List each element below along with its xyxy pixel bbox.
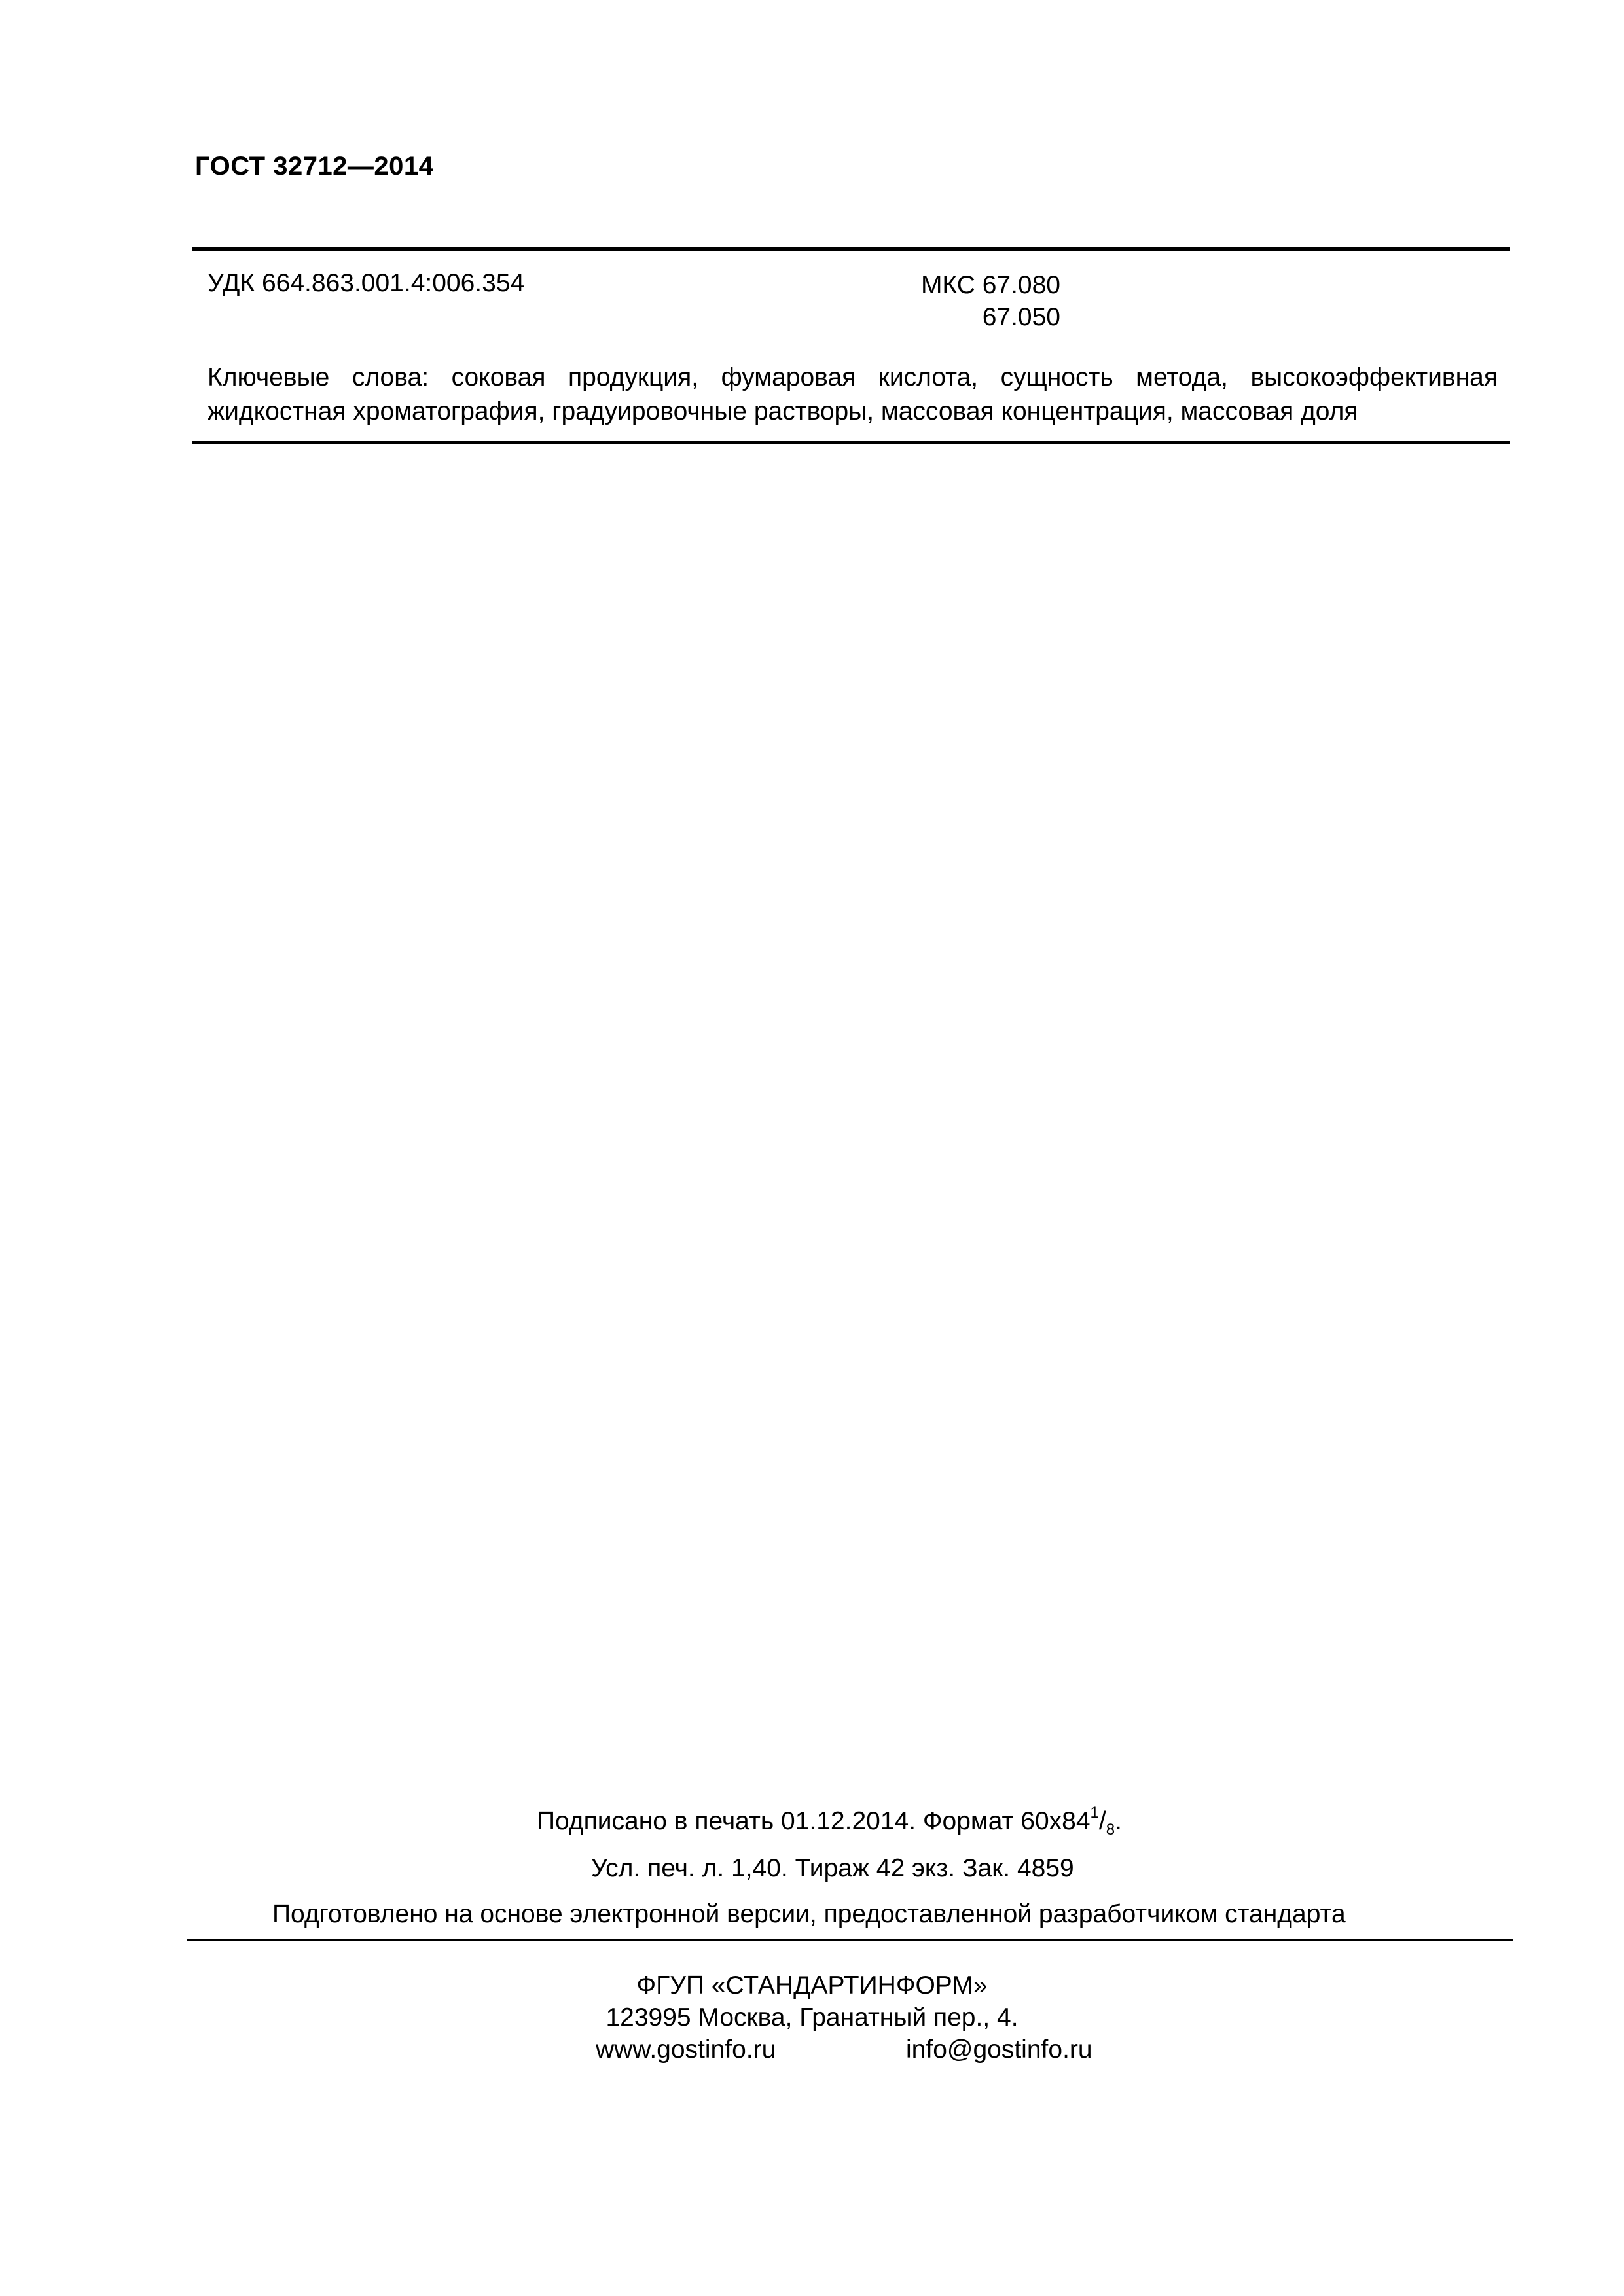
keywords-divider bbox=[192, 441, 1510, 444]
keywords-block bbox=[208, 361, 1498, 429]
udk-code: УДК 664.863.001.4:006.354 bbox=[208, 269, 525, 297]
format-fraction-numerator: 1 bbox=[1090, 1804, 1099, 1821]
format-fraction-separator: / bbox=[1098, 1807, 1106, 1835]
keywords-line-1: Ключевые слова: соковая продукция, фумаровая кислота, сущность метода, высокоэффективная bbox=[208, 363, 1498, 391]
signed-for-print bbox=[537, 1804, 1122, 1839]
publisher-name: ФГУП «СТАНДАРТИНФОРМ» bbox=[636, 1971, 988, 2000]
mks-code-secondary: 67.050 bbox=[982, 303, 1060, 331]
format-fraction-denominator: 8 bbox=[1106, 1821, 1115, 1839]
prepared-note: Подготовлено на основе электронной версии, предоставленной разработчиком стандарта bbox=[272, 1900, 1346, 1928]
mks-code-primary: МКС 67.080 bbox=[920, 271, 1060, 299]
keywords-line-2: жидкостная хроматография, градуировочные растворы, массовая концентрация, массовая доля bbox=[208, 397, 1358, 425]
publisher-address: 123995 Москва, Гранатный пер., 4. bbox=[605, 2003, 1019, 2032]
document-header-standard-number: ГОСТ 32712—2014 bbox=[195, 152, 434, 181]
signed-for-print-end: . bbox=[1115, 1807, 1122, 1835]
top-divider bbox=[192, 247, 1510, 251]
imprint-divider bbox=[187, 1939, 1513, 1941]
publisher-website-link[interactable]: www.gostinfo.ru bbox=[596, 2036, 776, 2064]
signed-for-print-text: Подписано в печать 01.12.2014. Формат 60х84 bbox=[537, 1807, 1091, 1835]
print-sheets-circulation: Усл. печ. л. 1,40. Тираж 42 экз. Зак. 4859 bbox=[591, 1854, 1074, 1882]
publisher-email-link[interactable]: info@gostinfo.ru bbox=[906, 2036, 1092, 2064]
mks-codes bbox=[903, 269, 1060, 333]
